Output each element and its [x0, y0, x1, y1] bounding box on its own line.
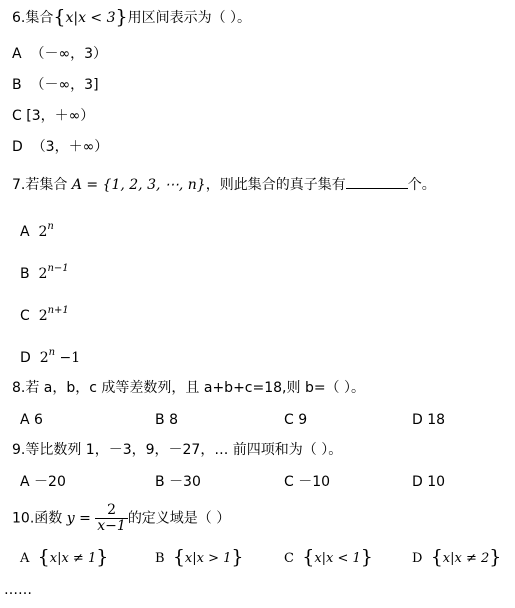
option-exponent: n+1: [47, 305, 69, 316]
q9-option-c: [284, 472, 330, 492]
option-label: D: [412, 551, 423, 566]
q6-option-a: [12, 44, 107, 64]
q8-option-c: [284, 410, 307, 430]
q10-option-b: [155, 546, 244, 569]
q10-fraction: [95, 503, 128, 534]
option-value: （－∞，3]: [30, 77, 99, 93]
option-value: －30: [169, 474, 201, 490]
q7-set-expr: A = {1, 2, 3, ⋯, n}: [71, 177, 206, 193]
question-9: 9.等比数列 1，－3，9，－27，… 前四项和为（ ）。: [12, 442, 343, 458]
option-label: A: [20, 224, 30, 240]
option-base: 2: [39, 350, 49, 366]
q6-number: 6.: [12, 10, 26, 26]
option-label: A: [20, 551, 30, 566]
q6-option-b: [12, 75, 99, 95]
left-brace: {: [172, 546, 185, 568]
option-label: C: [284, 474, 294, 490]
right-brace: }: [360, 546, 373, 568]
option-expr: x|x > 1: [184, 551, 232, 566]
question-7: [12, 174, 436, 195]
q7-text-end: 个。: [407, 177, 436, 193]
option-exponent: n: [48, 347, 56, 358]
fraction-numerator: 2: [107, 502, 116, 518]
q10-text-after: 的定义域是（ ）: [127, 510, 231, 527]
question-10: [12, 503, 230, 534]
right-brace: }: [489, 546, 502, 568]
option-expr: x|x ≠ 1: [49, 551, 97, 566]
continuation-ellipsis: ……: [4, 582, 32, 598]
option-base: 2: [38, 266, 48, 282]
option-value: 8: [169, 412, 178, 428]
q6-option-d: [12, 137, 108, 157]
option-label: D: [20, 350, 31, 366]
q8-option-a: [20, 410, 43, 430]
right-brace: }: [231, 546, 244, 568]
option-value: 6: [34, 412, 43, 428]
q8-option-d: [412, 410, 445, 430]
q10-number: 10.: [12, 510, 35, 527]
option-label: A: [12, 46, 22, 62]
option-value: －20: [34, 474, 66, 490]
option-tail: −1: [55, 350, 81, 366]
q7-text-before: 若集合: [25, 177, 68, 193]
q9-option-a: [20, 472, 66, 492]
q10-option-c: [284, 546, 373, 569]
q6-set-expr: x|x < 3: [65, 10, 116, 26]
option-value: 18: [427, 412, 446, 428]
option-label: D: [412, 412, 423, 428]
option-expr: x|x < 1: [314, 551, 361, 566]
option-value: （－∞，3）: [30, 46, 108, 62]
fraction-denominator: x−1: [97, 518, 126, 534]
q6-option-c: [12, 106, 94, 126]
q10-text-before: 函数: [34, 510, 63, 527]
left-brace: {: [430, 546, 443, 568]
left-brace: {: [37, 546, 50, 568]
option-value: －10: [298, 474, 331, 490]
option-label: A: [20, 412, 30, 428]
q8-option-b: [155, 410, 178, 430]
left-brace: {: [302, 546, 315, 568]
q6-text-after: 用区间表示为（ ）。: [127, 10, 252, 26]
option-exponent: n−1: [47, 263, 69, 274]
option-label: B: [12, 77, 22, 93]
option-exponent: n: [47, 221, 54, 232]
option-value: （3，＋∞）: [31, 139, 109, 155]
q9-option-b: [155, 472, 201, 492]
q7-number: 7.: [12, 177, 26, 193]
option-base: 2: [38, 224, 48, 240]
option-label: A: [20, 474, 30, 490]
q6-right-brace: }: [115, 6, 128, 28]
q9-option-d: [412, 472, 445, 492]
q7-text-after: ，则此集合的真子集有: [205, 177, 346, 193]
option-label: C: [284, 412, 294, 428]
option-label: B: [155, 474, 165, 490]
q6-left-brace: {: [53, 6, 66, 28]
option-label: C: [284, 551, 294, 566]
option-value: [3，＋∞）: [26, 108, 95, 124]
right-brace: }: [96, 546, 109, 568]
option-label: B: [155, 412, 165, 428]
question-6: [12, 6, 251, 28]
option-label: D: [12, 139, 23, 155]
option-value: 9: [298, 412, 308, 428]
q7-option-c: [20, 301, 69, 326]
option-label: D: [412, 474, 423, 490]
option-label: B: [155, 551, 165, 566]
q7-option-a: [20, 217, 54, 242]
q7-answer-blank: [346, 174, 408, 189]
q10-option-a: [20, 546, 108, 569]
option-value: 10: [427, 474, 446, 490]
option-expr: x|x ≠ 2: [442, 551, 490, 566]
option-label: C: [20, 308, 30, 324]
q10-func-lhs: y =: [66, 510, 91, 527]
q10-option-d: [412, 546, 501, 569]
option-label: B: [20, 266, 30, 282]
q6-text-before: 集合: [25, 10, 54, 26]
q7-option-b: [20, 259, 69, 284]
question-8: 8.若 a，b，c 成等差数列，且 a+b+c=18,则 b=（ ）。: [12, 380, 366, 396]
q7-option-d: [20, 343, 80, 368]
option-label: C: [12, 108, 22, 124]
option-base: 2: [38, 308, 48, 324]
